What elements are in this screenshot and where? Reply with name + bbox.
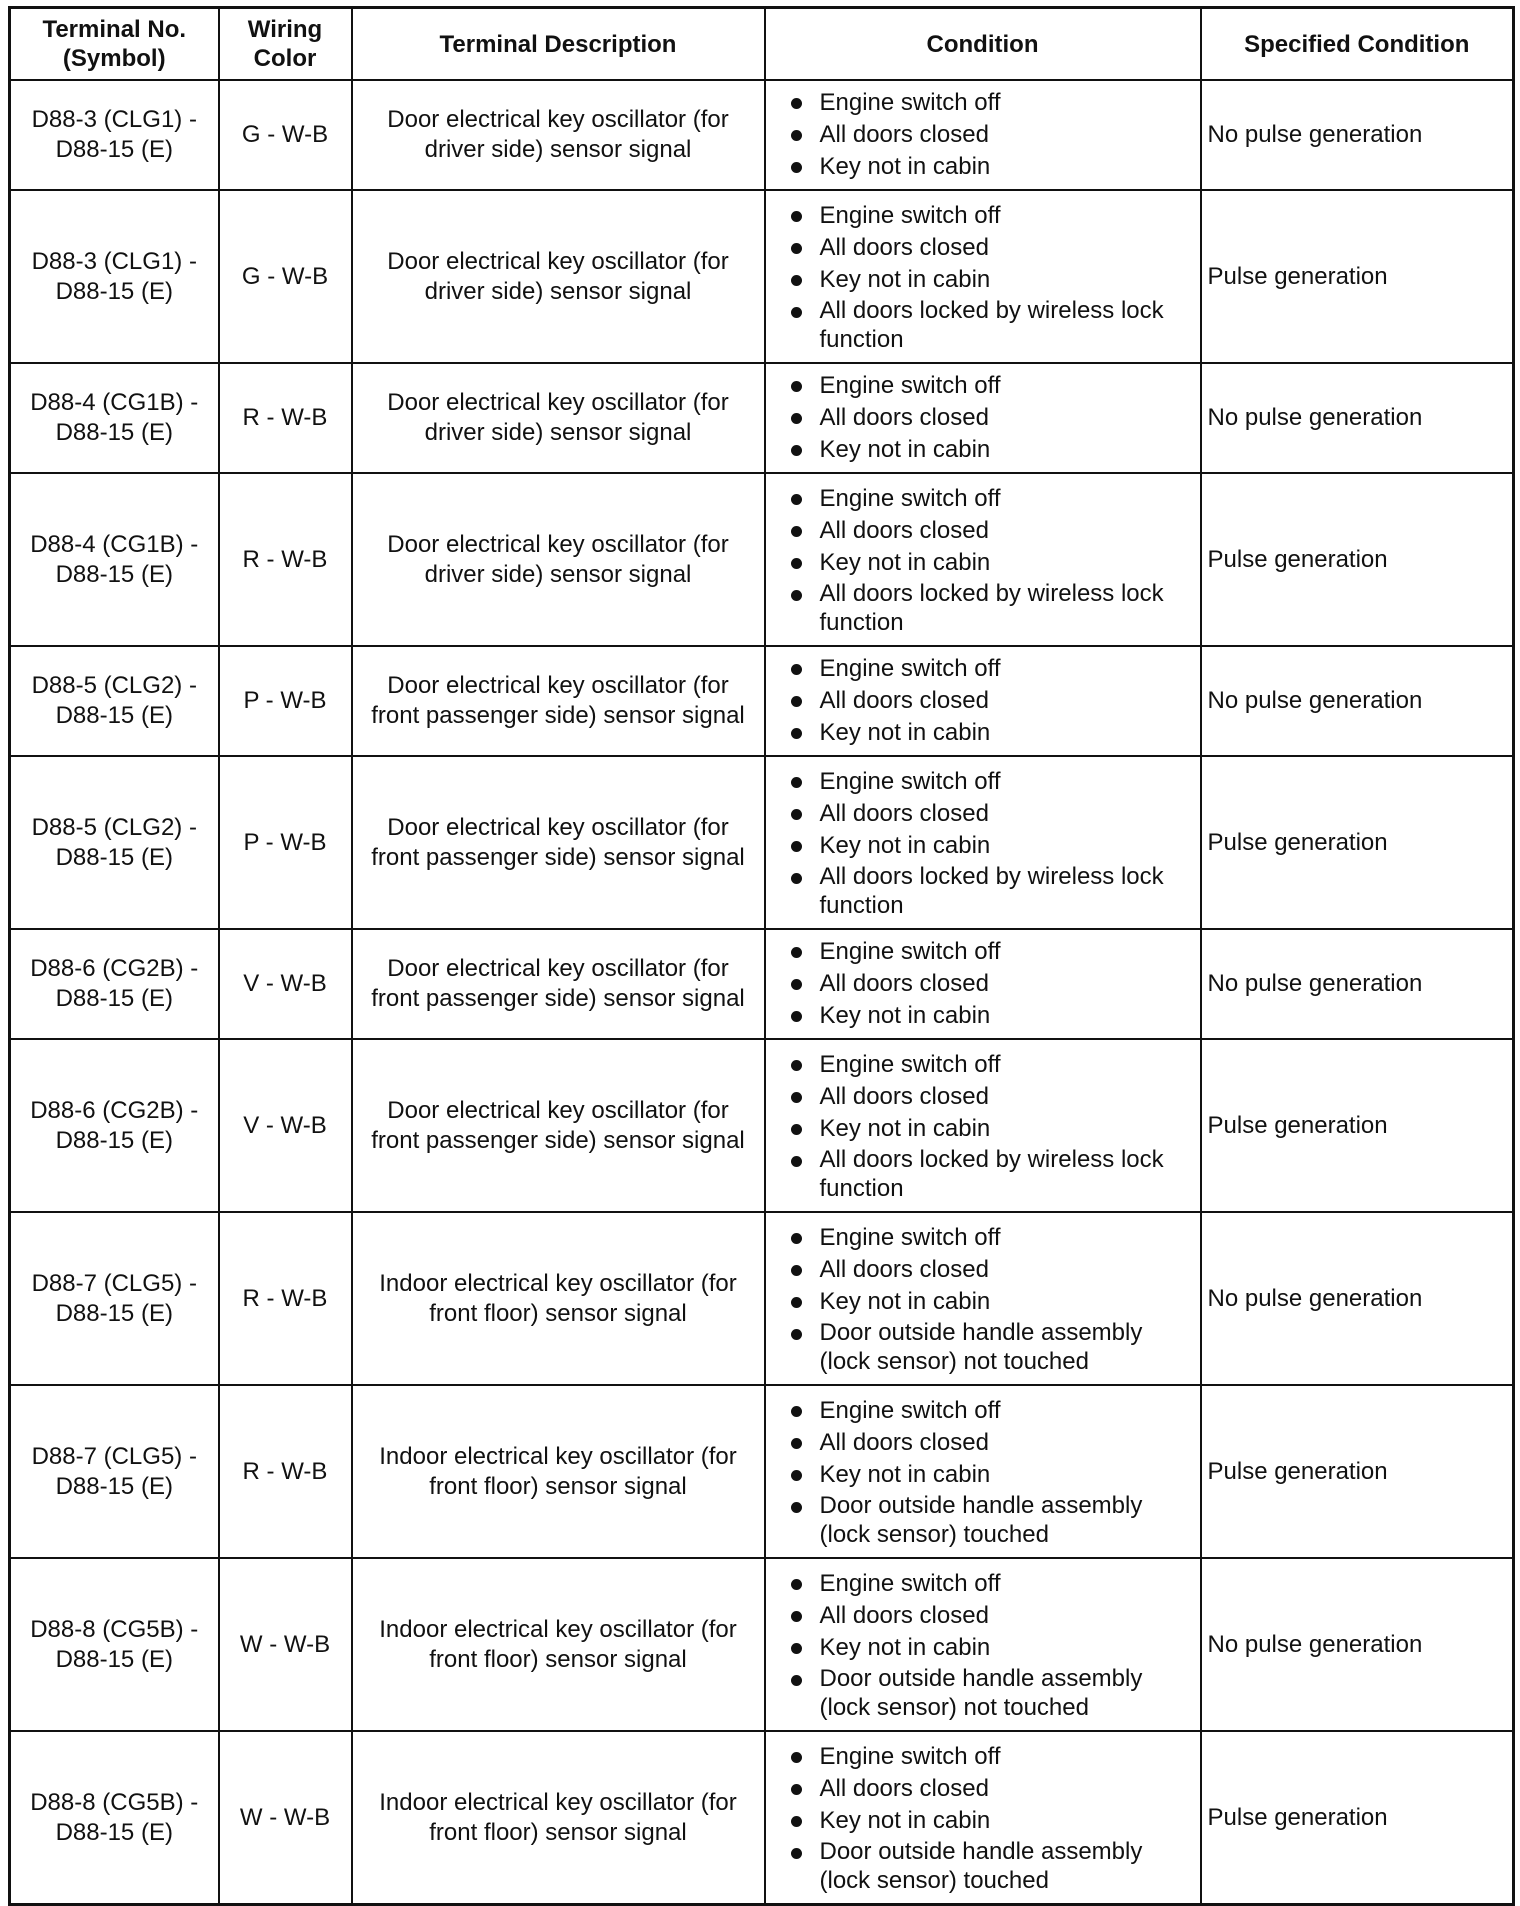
condition-item (782, 1145, 1192, 1203)
terminal-cell: D88-3 (CLG1) - D88-15 (E) (10, 80, 219, 190)
table-row (10, 473, 1514, 646)
condition-item (782, 1632, 1192, 1664)
bullet-icon (791, 1848, 802, 1859)
bullet-icon (791, 1752, 802, 1763)
condition-text: All doors locked by wireless lock function (819, 862, 1164, 919)
bullet-icon (791, 841, 802, 852)
specified-condition-cell: No pulse generation (1201, 646, 1514, 756)
condition-item (782, 1664, 1192, 1722)
condition-cell (765, 756, 1201, 929)
condition-text: Key not in cabin (819, 1460, 991, 1488)
bullet-icon (791, 873, 802, 884)
condition-text: All doors closed (819, 687, 989, 714)
table-row (10, 190, 1514, 363)
condition-item (782, 119, 1192, 151)
condition-text: Engine switch off (819, 372, 1001, 399)
condition-text: Engine switch off (819, 655, 1001, 682)
condition-text: Key not in cabin (819, 1287, 991, 1315)
header-terminal-description: Terminal Description (352, 8, 765, 81)
condition-item (782, 232, 1192, 264)
document-page (8, 6, 1512, 1906)
terminal-cell: D88-5 (CLG2) - D88-15 (E) (10, 646, 219, 756)
header-row (10, 8, 1514, 81)
condition-text: Engine switch off (819, 484, 1001, 512)
table-row (10, 80, 1514, 190)
condition-item (782, 402, 1192, 434)
bullet-icon (791, 1124, 802, 1135)
bullet-icon (791, 1784, 802, 1795)
condition-item (782, 264, 1192, 296)
condition-text: Key not in cabin (819, 1806, 991, 1834)
bullet-icon (791, 590, 802, 601)
wiring-color-cell: V - W-B (219, 929, 352, 1039)
specified-condition-cell: No pulse generation (1201, 1558, 1514, 1731)
wiring-color-cell: V - W-B (219, 1039, 352, 1212)
table-row (10, 929, 1514, 1039)
bullet-icon (791, 1233, 802, 1244)
condition-cell (765, 1212, 1201, 1385)
condition-list (782, 200, 1192, 354)
condition-item (782, 1427, 1192, 1459)
terminal-cell: D88-6 (CG2B) - D88-15 (E) (10, 1039, 219, 1212)
condition-list (782, 766, 1192, 920)
bullet-icon (791, 162, 802, 173)
condition-item (782, 862, 1192, 920)
condition-text: All doors closed (819, 404, 989, 431)
condition-text: All doors locked by wireless lock function (819, 296, 1164, 353)
condition-list (782, 87, 1192, 183)
bullet-icon (791, 494, 802, 505)
bullet-icon (791, 1060, 802, 1071)
condition-list (782, 1222, 1192, 1376)
condition-list (782, 1568, 1192, 1722)
condition-text: Key not in cabin (819, 548, 991, 576)
bullet-icon (791, 947, 802, 958)
condition-text: Key not in cabin (819, 719, 991, 746)
condition-item (782, 296, 1192, 354)
bullet-icon (791, 777, 802, 788)
condition-item (782, 1000, 1192, 1032)
bullet-icon (791, 809, 802, 820)
bullet-icon (791, 1438, 802, 1449)
condition-item (782, 1113, 1192, 1145)
condition-item (782, 1459, 1192, 1491)
bullet-icon (791, 1265, 802, 1276)
bullet-icon (791, 1579, 802, 1590)
terminal-cell: D88-8 (CG5B) - D88-15 (E) (10, 1558, 219, 1731)
terminal-cell: D88-7 (CLG5) - D88-15 (E) (10, 1212, 219, 1385)
description-cell: Indoor electrical key oscillator (for front floor) sensor signal (352, 1731, 765, 1905)
condition-item (782, 717, 1192, 749)
description-cell: Door electrical key oscillator (for driver side) sensor signal (352, 363, 765, 473)
condition-item (782, 87, 1192, 119)
terminal-cell: D88-6 (CG2B) - D88-15 (E) (10, 929, 219, 1039)
bullet-icon (791, 211, 802, 222)
condition-item (782, 151, 1192, 183)
bullet-icon (791, 130, 802, 141)
condition-text: Key not in cabin (819, 1633, 991, 1661)
condition-item (782, 1318, 1192, 1376)
condition-item (782, 1600, 1192, 1632)
condition-text: Door outside handle assembly (lock sensor) touched (819, 1837, 1143, 1894)
condition-text: All doors closed (819, 121, 989, 148)
condition-text: Door outside handle assembly (lock sensor) not touched (819, 1318, 1143, 1375)
condition-text: Engine switch off (819, 938, 1001, 965)
condition-text: Door outside handle assembly (lock sensor) not touched (819, 1664, 1143, 1721)
condition-cell (765, 473, 1201, 646)
condition-text: All doors closed (819, 1255, 989, 1283)
wiring-color-cell: G - W-B (219, 190, 352, 363)
bullet-icon (791, 1156, 802, 1167)
condition-text: Engine switch off (819, 1223, 1001, 1251)
header-wiring-color: Wiring Color (219, 8, 352, 81)
condition-item (782, 434, 1192, 466)
condition-text: Key not in cabin (819, 831, 991, 859)
condition-item (782, 766, 1192, 798)
condition-text: All doors closed (819, 1082, 989, 1110)
condition-text: All doors closed (819, 1601, 989, 1629)
bullet-icon (791, 1329, 802, 1340)
bullet-icon (791, 1816, 802, 1827)
condition-text: All doors closed (819, 1428, 989, 1456)
bullet-icon (791, 728, 802, 739)
wiring-color-cell: R - W-B (219, 1212, 352, 1385)
bullet-icon (791, 664, 802, 675)
condition-item (782, 200, 1192, 232)
specified-condition-cell: No pulse generation (1201, 363, 1514, 473)
bullet-icon (791, 445, 802, 456)
header-specified-condition: Specified Condition (1201, 8, 1514, 81)
bullet-icon (791, 307, 802, 318)
condition-item (782, 483, 1192, 515)
condition-item (782, 1773, 1192, 1805)
condition-item (782, 685, 1192, 717)
condition-text: Engine switch off (819, 1396, 1001, 1424)
description-cell: Indoor electrical key oscillator (for front floor) sensor signal (352, 1558, 765, 1731)
bullet-icon (791, 1406, 802, 1417)
condition-item (782, 798, 1192, 830)
condition-cell (765, 1731, 1201, 1905)
bullet-icon (791, 979, 802, 990)
condition-text: All doors closed (819, 233, 989, 261)
description-cell: Indoor electrical key oscillator (for front floor) sensor signal (352, 1212, 765, 1385)
condition-item (782, 936, 1192, 968)
condition-item (782, 1568, 1192, 1600)
condition-item (782, 579, 1192, 637)
condition-text: Key not in cabin (819, 1114, 991, 1142)
condition-text: All doors closed (819, 970, 989, 997)
condition-list (782, 370, 1192, 466)
specified-condition-cell: No pulse generation (1201, 929, 1514, 1039)
condition-text: Engine switch off (819, 1569, 1001, 1597)
specified-condition-cell: No pulse generation (1201, 1212, 1514, 1385)
table-row (10, 1558, 1514, 1731)
specified-condition-cell: Pulse generation (1201, 1039, 1514, 1212)
table-row (10, 363, 1514, 473)
table-row (10, 756, 1514, 929)
wiring-color-cell: P - W-B (219, 756, 352, 929)
condition-text: All doors locked by wireless lock function (819, 1145, 1164, 1202)
description-cell: Door electrical key oscillator (for driver side) sensor signal (352, 80, 765, 190)
condition-cell (765, 1385, 1201, 1558)
bullet-icon (791, 1675, 802, 1686)
condition-item (782, 1741, 1192, 1773)
condition-cell (765, 80, 1201, 190)
terminal-cell: D88-3 (CLG1) - D88-15 (E) (10, 190, 219, 363)
table-row (10, 646, 1514, 756)
condition-text: Key not in cabin (819, 153, 991, 180)
specified-condition-cell: No pulse generation (1201, 80, 1514, 190)
wiring-color-cell: W - W-B (219, 1558, 352, 1731)
condition-item (782, 1286, 1192, 1318)
specified-condition-cell: Pulse generation (1201, 1385, 1514, 1558)
condition-cell (765, 190, 1201, 363)
header-condition: Condition (765, 8, 1201, 81)
condition-cell (765, 363, 1201, 473)
specified-condition-cell: Pulse generation (1201, 190, 1514, 363)
wiring-color-cell: R - W-B (219, 473, 352, 646)
condition-text: Door outside handle assembly (lock sensor) touched (819, 1491, 1143, 1548)
description-cell: Door electrical key oscillator (for driver side) sensor signal (352, 473, 765, 646)
condition-cell (765, 929, 1201, 1039)
bullet-icon (791, 1643, 802, 1654)
bullet-icon (791, 413, 802, 424)
condition-item (782, 830, 1192, 862)
condition-text: Engine switch off (819, 1050, 1001, 1078)
wiring-color-cell: W - W-B (219, 1731, 352, 1905)
terminal-cell: D88-5 (CLG2) - D88-15 (E) (10, 756, 219, 929)
condition-list (782, 1049, 1192, 1203)
table-row (10, 1039, 1514, 1212)
specified-condition-cell: Pulse generation (1201, 1731, 1514, 1905)
condition-text: All doors closed (819, 799, 989, 827)
condition-item (782, 547, 1192, 579)
condition-text: Key not in cabin (819, 1002, 991, 1029)
header-terminal: Terminal No. (Symbol) (10, 8, 219, 81)
condition-item (782, 515, 1192, 547)
condition-item (782, 1805, 1192, 1837)
condition-cell (765, 646, 1201, 756)
condition-item (782, 370, 1192, 402)
bullet-icon (791, 1297, 802, 1308)
bullet-icon (791, 1611, 802, 1622)
condition-item (782, 1395, 1192, 1427)
condition-text: All doors closed (819, 1774, 989, 1802)
condition-text: Key not in cabin (819, 436, 991, 463)
terminal-cell: D88-4 (CG1B) - D88-15 (E) (10, 473, 219, 646)
condition-text: All doors locked by wireless lock function (819, 579, 1164, 636)
condition-text: Engine switch off (819, 201, 1001, 229)
bullet-icon (791, 1011, 802, 1022)
condition-item (782, 1491, 1192, 1549)
condition-item (782, 1254, 1192, 1286)
condition-list (782, 1395, 1192, 1549)
condition-list (782, 936, 1192, 1032)
condition-item (782, 653, 1192, 685)
condition-item (782, 1081, 1192, 1113)
bullet-icon (791, 526, 802, 537)
condition-item (782, 968, 1192, 1000)
table-row (10, 1385, 1514, 1558)
bullet-icon (791, 98, 802, 109)
condition-list (782, 483, 1192, 637)
condition-list (782, 1741, 1192, 1895)
condition-item (782, 1837, 1192, 1895)
description-cell: Door electrical key oscillator (for front passenger side) sensor signal (352, 1039, 765, 1212)
bullet-icon (791, 1502, 802, 1513)
description-cell: Door electrical key oscillator (for front passenger side) sensor signal (352, 929, 765, 1039)
table-row (10, 1731, 1514, 1905)
condition-cell (765, 1558, 1201, 1731)
bullet-icon (791, 696, 802, 707)
condition-text: Engine switch off (819, 767, 1001, 795)
terminal-cell: D88-4 (CG1B) - D88-15 (E) (10, 363, 219, 473)
condition-text: Engine switch off (819, 1742, 1001, 1770)
condition-text: Key not in cabin (819, 265, 991, 293)
bullet-icon (791, 243, 802, 254)
description-cell: Door electrical key oscillator (for front passenger side) sensor signal (352, 646, 765, 756)
bullet-icon (791, 1470, 802, 1481)
specified-condition-cell: Pulse generation (1201, 473, 1514, 646)
terminal-cell: D88-8 (CG5B) - D88-15 (E) (10, 1731, 219, 1905)
specified-condition-cell: Pulse generation (1201, 756, 1514, 929)
description-cell: Door electrical key oscillator (for driver side) sensor signal (352, 190, 765, 363)
condition-item (782, 1222, 1192, 1254)
wiring-color-cell: R - W-B (219, 363, 352, 473)
bullet-icon (791, 1092, 802, 1103)
condition-text: All doors closed (819, 516, 989, 544)
table-row (10, 1212, 1514, 1385)
wiring-color-cell: R - W-B (219, 1385, 352, 1558)
terminal-cell: D88-7 (CLG5) - D88-15 (E) (10, 1385, 219, 1558)
bullet-icon (791, 558, 802, 569)
condition-cell (765, 1039, 1201, 1212)
bullet-icon (791, 381, 802, 392)
table-body (10, 80, 1514, 1905)
description-cell: Door electrical key oscillator (for front passenger side) sensor signal (352, 756, 765, 929)
condition-list (782, 653, 1192, 749)
wiring-color-cell: G - W-B (219, 80, 352, 190)
condition-text: Engine switch off (819, 89, 1001, 116)
terminal-spec-table (8, 6, 1515, 1906)
wiring-color-cell: P - W-B (219, 646, 352, 756)
description-cell: Indoor electrical key oscillator (for front floor) sensor signal (352, 1385, 765, 1558)
condition-item (782, 1049, 1192, 1081)
bullet-icon (791, 275, 802, 286)
